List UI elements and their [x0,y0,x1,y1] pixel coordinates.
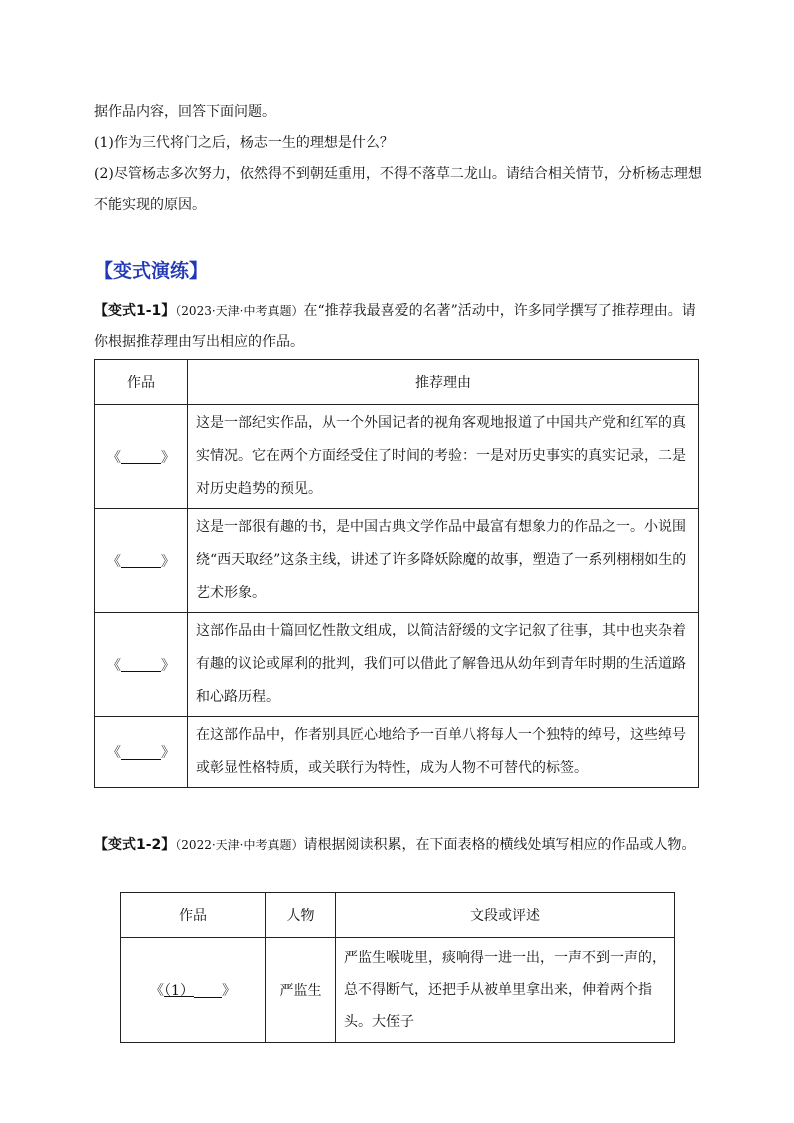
header-work: 作品 [95,360,188,405]
intro-instruction: 据作品内容，回答下面问题。 [94,104,276,120]
work-answer-blank[interactable]: 《 》 [95,613,188,717]
header-description: 文段或评述 [336,893,675,938]
variant-2-text: 请根据阅读积累，在下面表格的横线处填写相应的作品或人物。 [303,837,696,853]
reason-text: 这部作品由十篇回忆性散文组成，以简洁舒缓的文字记叙了往事，其中也夹杂着有趣的议论或犀利的批判，我们可以借此了解鲁迅从幼年到青年时期的生活道路和心路历程。 [188,613,699,717]
question-1: (1)作为三代将门之后，杨志一生的理想是什么？ [94,135,394,151]
reason-text: 这是一部很有趣的书，是中国古典文学作品中最富有想象力的作品之一。小说围绕“西天取经”这条主线，讲述了许多降妖除魔的故事，塑造了一系列栩栩如生的艺术形象。 [188,509,699,613]
description-text: 严监生喉咙里，痰响得一进一出，一声不到一声的，总不得断气，还把手从被单里拿出来，伸着两个指头。大侄子 [336,938,675,1043]
answer-line [121,747,161,760]
answer-line [121,659,161,672]
reason-text: 这是一部纪实作品，从一个外国记者的视角客观地报道了中国共产党和红军的真实情况。它在两个方面经受住了时间的考验：一是对历史事实的真实记录，二是对历史趋势的预见。 [188,405,699,509]
variant-1-prompt [94,296,702,358]
table-header-row [95,360,699,405]
work-answer-blank[interactable]: 《（1） 》 [121,938,266,1043]
answer-line [121,555,161,568]
reason-text: 在这部作品中，作者别具匠心地给予一百单八将每人一个独特的绰号，这些绰号或彰显性格特质，或关联行为特性，成为人物不可替代的标签。 [188,717,699,788]
table-row [121,938,675,1043]
variant-1-source: （2023·天津·中考真题） [175,304,304,318]
work-answer-blank[interactable]: 《 》 [95,405,188,509]
work-answer-blank[interactable]: 《 》 [95,509,188,613]
variant-2-prompt [94,830,702,861]
variant-1-text: 在“推荐我最喜爱的名著”活动中，许多同学撰写了推荐理由。请你根据推荐理由写出相应的作品。 [94,303,696,350]
recommendation-table [94,359,699,788]
work-answer-blank[interactable]: 《 》 [95,717,188,788]
header-person: 人物 [266,893,336,938]
blank-number: （1） [164,983,194,999]
table-header-row [121,893,675,938]
variant-1-tag: 【变式1-1】 [94,303,176,319]
answer-line [194,985,222,998]
variant-2-tag: 【变式1-2】 [94,837,176,853]
header-work: 作品 [121,893,266,938]
question-2: (2)尽管杨志多次努力，依然得不到朝廷重用，不得不落草二龙山。请结合相关情节，分析杨志理想不能实现的原因。 [94,166,702,213]
variant-2-source: （2022·天津·中考真题） [175,838,304,852]
table-row [95,613,699,717]
table-row [95,717,699,788]
person-name: 严监生 [266,938,336,1043]
answer-line [121,451,161,464]
table-row [95,405,699,509]
table-row [95,509,699,613]
character-table [120,892,675,1043]
header-reason: 推荐理由 [188,360,699,405]
section-title: 【变式演练】 [94,260,209,282]
